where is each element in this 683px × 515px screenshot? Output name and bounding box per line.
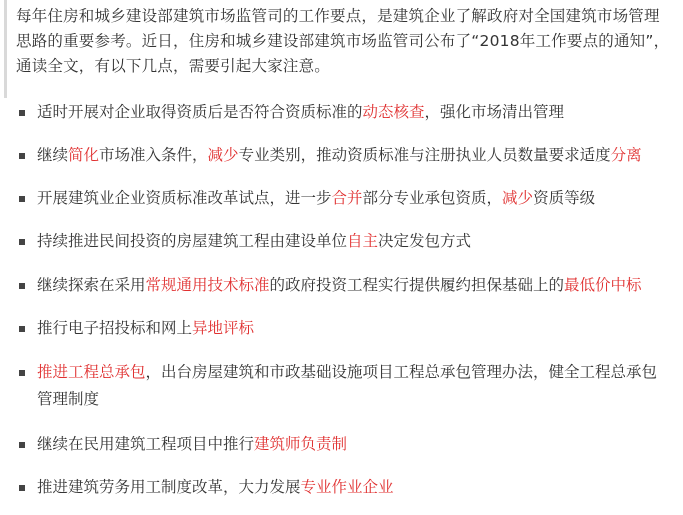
highlighted-text: 常规通用技术标准 — [145, 276, 270, 294]
bullet-icon — [19, 442, 25, 448]
item-text: 资质等级 — [533, 189, 596, 207]
list-item — [0, 359, 683, 413]
list-item — [0, 474, 683, 501]
list-item — [0, 272, 683, 299]
highlighted-text: 分离 — [610, 146, 642, 164]
list-item — [0, 315, 683, 342]
item-text: 开展建筑业企业资质标准改革试点，进一步 — [37, 189, 332, 207]
item-text: 专业类别，推动资质标准与注册执业人员数量要求适度 — [238, 146, 611, 164]
item-text: ，出台房屋建筑和市政基础设施项目工程总承包管理办法，健全工程总承包管理制度 — [37, 363, 658, 408]
highlighted-text: 动态核查 — [362, 103, 425, 121]
item-text: 继续在民用建筑工程项目中推行 — [37, 435, 255, 453]
highlighted-text: 简化 — [68, 146, 100, 164]
item-text: 继续探索在采用 — [37, 276, 146, 294]
item-text: 决定发包方式 — [378, 232, 472, 250]
list-item — [0, 431, 683, 458]
highlighted-text: 减少 — [502, 189, 534, 207]
item-text: 持续推进民间投资的房屋建筑工程由建设单位 — [37, 232, 348, 250]
highlighted-text: 推进工程总承包 — [37, 363, 146, 381]
intro-quote — [4, 0, 679, 98]
highlighted-text: 合并 — [331, 189, 363, 207]
bullet-icon — [19, 153, 25, 159]
item-text: 市场准入条件， — [99, 146, 208, 164]
bullet-icon — [19, 283, 25, 289]
highlighted-text: 最低价中标 — [564, 276, 642, 294]
highlighted-text: 专业作业企业 — [300, 478, 394, 496]
item-text: 推行电子招投标和网上 — [37, 319, 193, 337]
bullet-icon — [19, 196, 25, 202]
highlighted-text: 异地评标 — [192, 319, 255, 337]
list-item — [0, 185, 683, 212]
item-text: 适时开展对企业取得资质后是否符合资质标准的 — [37, 103, 363, 121]
bullet-icon — [19, 110, 25, 116]
item-text: 继续 — [37, 146, 69, 164]
item-text: ，强化市场清出管理 — [424, 103, 565, 121]
intro-text: 每年住房和城乡建设部建筑市场监管司的工作要点，是建筑企业了解政府对全国建筑市场管理思路的重要参考。近日，住房和城乡建设部建筑市场监管司公布了“2018年工作要点的通知”，通读全文，有以下几点，需要引起大家注意。 — [16, 7, 670, 75]
bullet-icon — [19, 485, 25, 491]
item-text: 部分专业承包资质， — [362, 189, 503, 207]
list-item — [0, 142, 683, 169]
highlighted-text: 建筑师负责制 — [254, 435, 348, 453]
list-item — [0, 99, 683, 126]
highlighted-text: 减少 — [207, 146, 239, 164]
bullet-icon — [19, 370, 25, 376]
item-text: 的政府投资工程实行提供履约担保基础上的 — [269, 276, 565, 294]
item-text: 推进建筑劳务用工制度改革，大力发展 — [37, 478, 301, 496]
bullet-icon — [19, 326, 25, 332]
bullet-icon — [19, 239, 25, 245]
highlighted-text: 自主 — [347, 232, 379, 250]
list-item — [0, 228, 683, 255]
